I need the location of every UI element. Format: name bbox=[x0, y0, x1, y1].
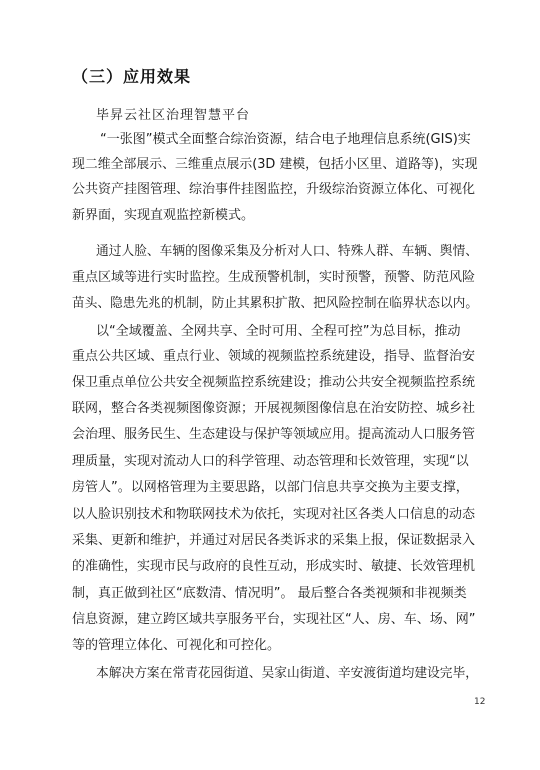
paragraph-line: 制，真正做到社区“底数清、情况明”。 最后整合各类视频和非视频类 bbox=[72, 586, 467, 601]
paragraph-line: 的准确性，实现市民与政府的良性互动，形成实时、敏捷、长效管理机 bbox=[72, 559, 476, 574]
paragraph-line: 采集、更新和维护，并通过对居民各类诉求的采集上报，保证数据录入 bbox=[72, 533, 476, 548]
paragraph-line: 会治理、服务民生、生态建设与保护等领域应用。提高流动人口服务管 bbox=[72, 427, 476, 442]
paragraph-line: 苗头、隐患先兆的机制，防止其累积扩散、把风险控制在临界状态以内。 bbox=[72, 296, 479, 311]
paragraph-line: 信息资源，建立跨区域共享服务平台，实现社区“人、房、车、场、网” bbox=[72, 612, 476, 627]
paragraph-line: 现二维全部展示、三维重点展示(3D 建模，包括小区里、道路等)，实现 bbox=[72, 157, 478, 172]
paragraph-line: 本解决方案在常青花园街道、吴家山街道、辛安渡街道均建设完毕， bbox=[96, 666, 479, 681]
paragraph-line: 理质量，实现对流动人口的科学管理、动态管理和长效管理，实现“以 bbox=[72, 454, 469, 469]
paragraph-line: 房管人”。以网格管理为主要思路，以部门信息共享交换为主要支撑， bbox=[72, 480, 469, 495]
paragraph-line: 重点区域等进行实时监控。生成预警机制，实时预警，预警、防范风险 bbox=[72, 270, 476, 285]
paragraph-line: 新界面，实现直观监控新模式。 bbox=[72, 208, 255, 223]
paragraph-line: 保卫重点单位公共安全视频监控系统建设；推动公共安全视频监控系统 bbox=[72, 375, 476, 390]
paragraph-line: “一张图”模式全面整合综治资源，结合电子地理信息系统(GIS)实 bbox=[100, 132, 471, 147]
paragraph-line: 公共资产挂图管理、综治事件挂图监控，升级综治资源立体化、可视化 bbox=[72, 182, 476, 197]
paragraph-line: 等的管理立体化、可视化和可控化。 bbox=[72, 638, 281, 653]
paragraph-line: 以“全域覆盖、全网共享、全时可用、全程可控”为总目标，推动 bbox=[96, 324, 461, 339]
platform-title: 毕昇云社区治理智慧平台 bbox=[96, 108, 251, 123]
paragraph-line: 联网，整合各类视频图像资源；开展视频图像信息在治安防控、城乡社 bbox=[72, 401, 476, 416]
paragraph-line: 重点公共区域、重点行业、领域的视频监控系统建设，指导、监督治安 bbox=[72, 349, 476, 364]
paragraph-line: 以人脸识别技术和物联网技术为依托，实现对社区各类人口信息的动态 bbox=[72, 507, 476, 522]
paragraph-line: 通过人脸、车辆的图像采集及分析对人口、特殊人群、车辆、舆情、 bbox=[96, 244, 479, 259]
page-number: 12 bbox=[474, 697, 486, 707]
section-heading: （三）应用效果 bbox=[72, 67, 192, 86]
